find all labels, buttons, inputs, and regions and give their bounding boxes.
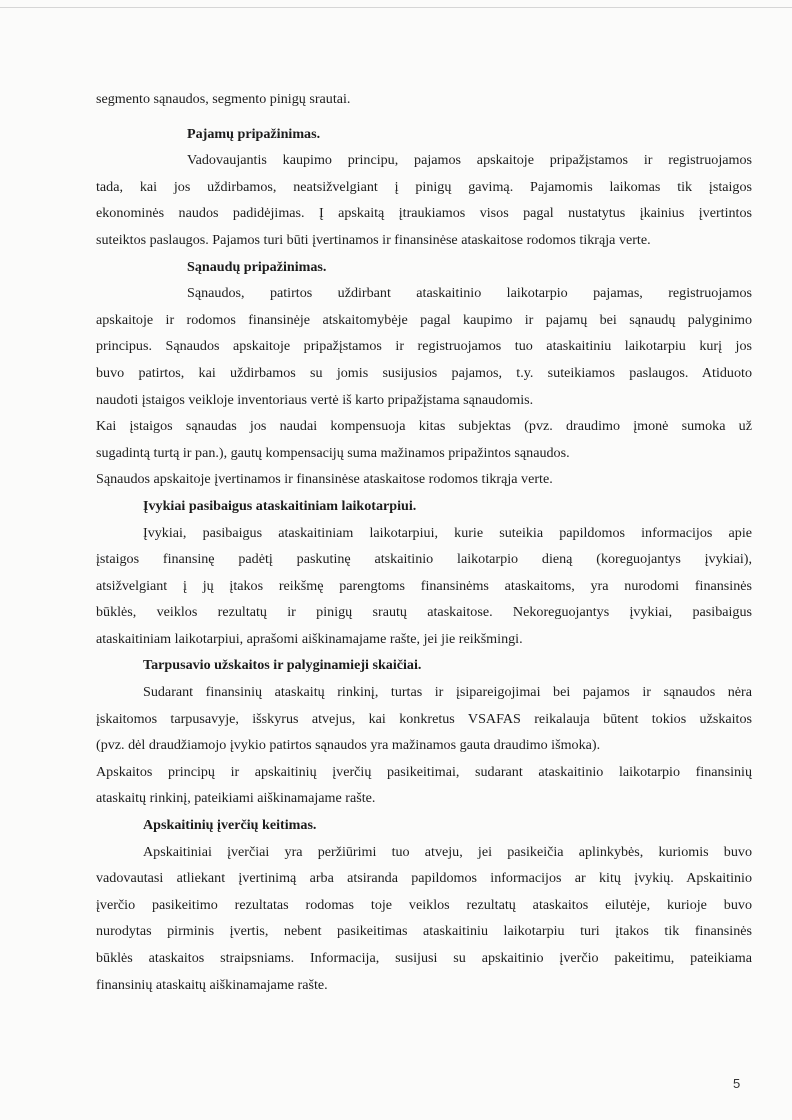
text-line: buvo patirtos, kai uždirbamos su jomis susijusios pajamos, t.y. suteikiamos paslaugos. Atiduoto [96, 364, 752, 381]
text-line: atsižvelgiant į jų įtakos reikšmę parengtoms finansinėms ataskaitoms, yra nurodomi finansinės [96, 577, 752, 594]
text-line: įstaigos finansinę padėtį paskutinę atskaitinio laikotarpio dieną (koreguojantys įvykiai), [96, 551, 752, 568]
text-line: Įvykiai, pasibaigus ataskaitiniam laikotarpiui, kurie suteikia papildomos informacijos apie [143, 524, 752, 541]
text-line: būklės ataskaitos straipsniams. Informacija, susijusi su apskaitinio įverčio pakeitimu, pateikiama [96, 950, 752, 966]
text-line: naudoti įstaigos veikloje inventoriaus vertė iš karto pripažįstama sąnaudomis. [96, 391, 534, 408]
page-number: 5 [733, 1076, 741, 1091]
scan-top-edge [0, 7, 792, 8]
section-heading-expenses: Sąnaudų pripažinimas. [187, 258, 327, 275]
text-line: Sudarant finansinių ataskaitų rinkinį, turtas ir įsipareigojimai bei pajamos ir sąnaudos nėra [143, 684, 752, 701]
section-heading-offsetting: Tarpusavio užskaitos ir palyginamieji skaičiai. [143, 657, 422, 674]
text-line: Apskaitos principų ir apskaitinių įverčių pasikeitimai, sudarant ataskaitinio laikotarpio finansinių [96, 763, 752, 780]
document-page [96, 86, 752, 998]
text-line: ekonominės naudos padidėjimas. Į apskaitą įtraukiamos visos pagal nustatytus įkainius įvertintos [96, 205, 752, 222]
text-line: apskaitoje ir rodomos finansinėje atskaitomybėje pagal kaupimo ir pajamų bei sąnaudų palyginimo [96, 311, 752, 328]
text-line: Sąnaudos apskaitoje įvertinamos ir finansinėse ataskaitose rodomos tikrąja verte. [96, 471, 553, 488]
text-line: principus. Sąnaudos apskaitoje pripažįstamos ir registruojamos tuo ataskaitiniu laikotarpiu kurį jos [96, 338, 752, 355]
text-line: Apskaitiniai įverčiai yra peržiūrimi tuo atveju, jei pasikeičia aplinkybės, kuriomis buvo [143, 843, 752, 860]
text-line: sugadintą turtą ir pan.), gautų kompensacijų suma mažinamos pripažintos sąnaudos. [96, 444, 570, 461]
text-line: segmento sąnaudos, segmento pinigų srautai. [96, 91, 351, 107]
text-line: ataskaitų rinkinį, pateikiami aiškinamajame rašte. [96, 790, 376, 807]
text-line: būklės, veiklos rezultatų ir pinigų srautų ataskaitose. Nekoreguojantys įvykiai, pasibaigus [96, 604, 752, 621]
text-line: Vadovaujantis kaupimo principu, pajamos apskaitoje pripažįstamos ir registruojamos [187, 152, 752, 169]
text-line: Sąnaudos, patirtos uždirbant ataskaitinio laikotarpio pajamas, registruojamos [187, 285, 752, 302]
text-line: vadovautasi atliekant įvertinimą arba atsiranda papildomos informacijos ar kitų įvykių. Apskaitinio [96, 870, 752, 887]
text-line: ataskaitiniam laikotarpiui, aprašomi aiškinamajame rašte, jei jie reikšmingi. [96, 630, 523, 647]
text-line: suteiktos paslaugos. Pajamos turi būti įvertinamos ir finansinėse ataskaitose rodomos tikrąja verte. [96, 231, 651, 248]
text-line: nurodytas pirminis įvertis, nebent pasikeitimas ataskaitiniu laikotarpiu turi įtakos tik finansinės [96, 923, 752, 940]
text-line: įverčio pasikeitimo rezultatas rodomas toje veiklos rezultatų ataskaitos eilutėje, kurioje buvo [96, 896, 752, 913]
section-heading-estimates: Apskaitinių įverčių keitimas. [143, 817, 317, 834]
text-line: įskaitomos tarpusavyje, išskyrus atvejus, kai konkretus VSAFAS reikalauja būtent tokios užskaitos [96, 710, 752, 727]
text-line: tada, kai jos uždirbamos, neatsižvelgiant į pinigų gavimą. Pajamomis laikomas tik įstaigos [96, 178, 752, 195]
text-line: (pvz. dėl draudžiamojo įvykio patirtos sąnaudos yra mažinamos gauta draudimo išmoka). [96, 737, 601, 754]
text-line: Kai įstaigos sąnaudas jos naudai kompensuoja kitas subjektas (pvz. draudimo įmonė sumoka už [96, 418, 752, 435]
section-heading-subsequent-events: Įvykiai pasibaigus ataskaitiniam laikotarpiui. [143, 497, 417, 514]
text-line: finansinių ataskaitų aiškinamajame rašte. [96, 976, 328, 993]
section-heading-revenue: Pajamų pripažinimas. [187, 125, 321, 142]
